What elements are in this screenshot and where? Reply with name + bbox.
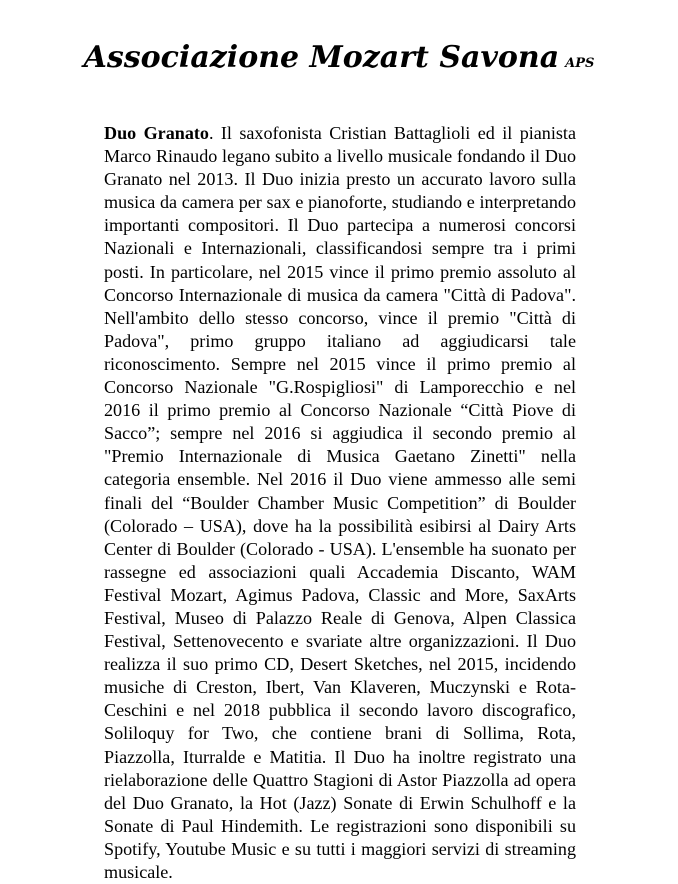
- aps-suffix: APS: [565, 56, 595, 71]
- bio-paragraph: [104, 122, 576, 884]
- page-title: [0, 40, 678, 75]
- ensemble-name: Duo Granato: [104, 123, 209, 143]
- bio-text: . Il saxofonista Cristian Battaglioli ed il pianista Marco Rinaudo legano subito a livello musicale fondando il Duo Granato nel 2013. Il Duo inizia presto un accurato lavoro sulla musica da camera per sax e pianoforte, studiando e interpretando importanti compositori. Il Duo partecipa a numerosi concorsi Nazionali e Internazionali, classificandosi sempre tra i primi posti. In particolare, nel 2015 vince il primo premio assoluto al Concorso Internazionale di musica da camera "Città di Padova". Nell'ambito dello stesso concorso, vince il premio "Città di Padova", primo gruppo italiano ad aggiudicarsi tale riconoscimento. Sempre nel 2015 vince il primo premio al Concorso Nazionale "G.Rospigliosi" di Lamporecchio e nel 2016 il primo premio al Concorso Nazionale “Città Piove di Sacco”; sempre nel 2016 si aggiudica il secondo premio al "Premio Internazionale di Musica Gaetano Zinetti" nella categoria ensemble. Nel 2016 il Duo viene ammesso alle semi finali del “Boulder Chamber Music Competition” di Boulder (Colorado – USA), dove ha la possibilità esibirsi al Dairy Arts Center di Boulder (Colorado - USA). L'ensemble ha suonato per rassegne ed associazioni quali Accademia Discanto, WAM Festival Mozart, Agimus Padova, Classic and More, SaxArts Festival, Museo di Palazzo Reale di Genova, Alpen Classica Festival, Settenovecento e svariate altre organizzazioni. Il Duo realizza il suo primo CD, Desert Sketches, nel 2015, incidendo musiche di Creston, Ibert, Van Klaveren, Muczynski e Rota-Ceschini e nel 2018 pubblica il secondo lavoro discografico, Soliloquy for Two, che contiene brani di Sollima, Rota, Piazzolla, Iturralde e Matitia. Il Duo ha inoltre registrato una rielaborazione delle Quattro Stagioni di Astor Piazzolla ad opera del Duo Granato, la Hot (Jazz) Sonate di Erwin Schulhoff e la Sonate di Paul Hindemith. Le registrazioni sono disponibili su Spotify, Youtube Music e su tutti i maggiori servizi di streaming musicale.: [104, 123, 576, 882]
- association-name: Associazione Mozart Savona: [83, 40, 560, 75]
